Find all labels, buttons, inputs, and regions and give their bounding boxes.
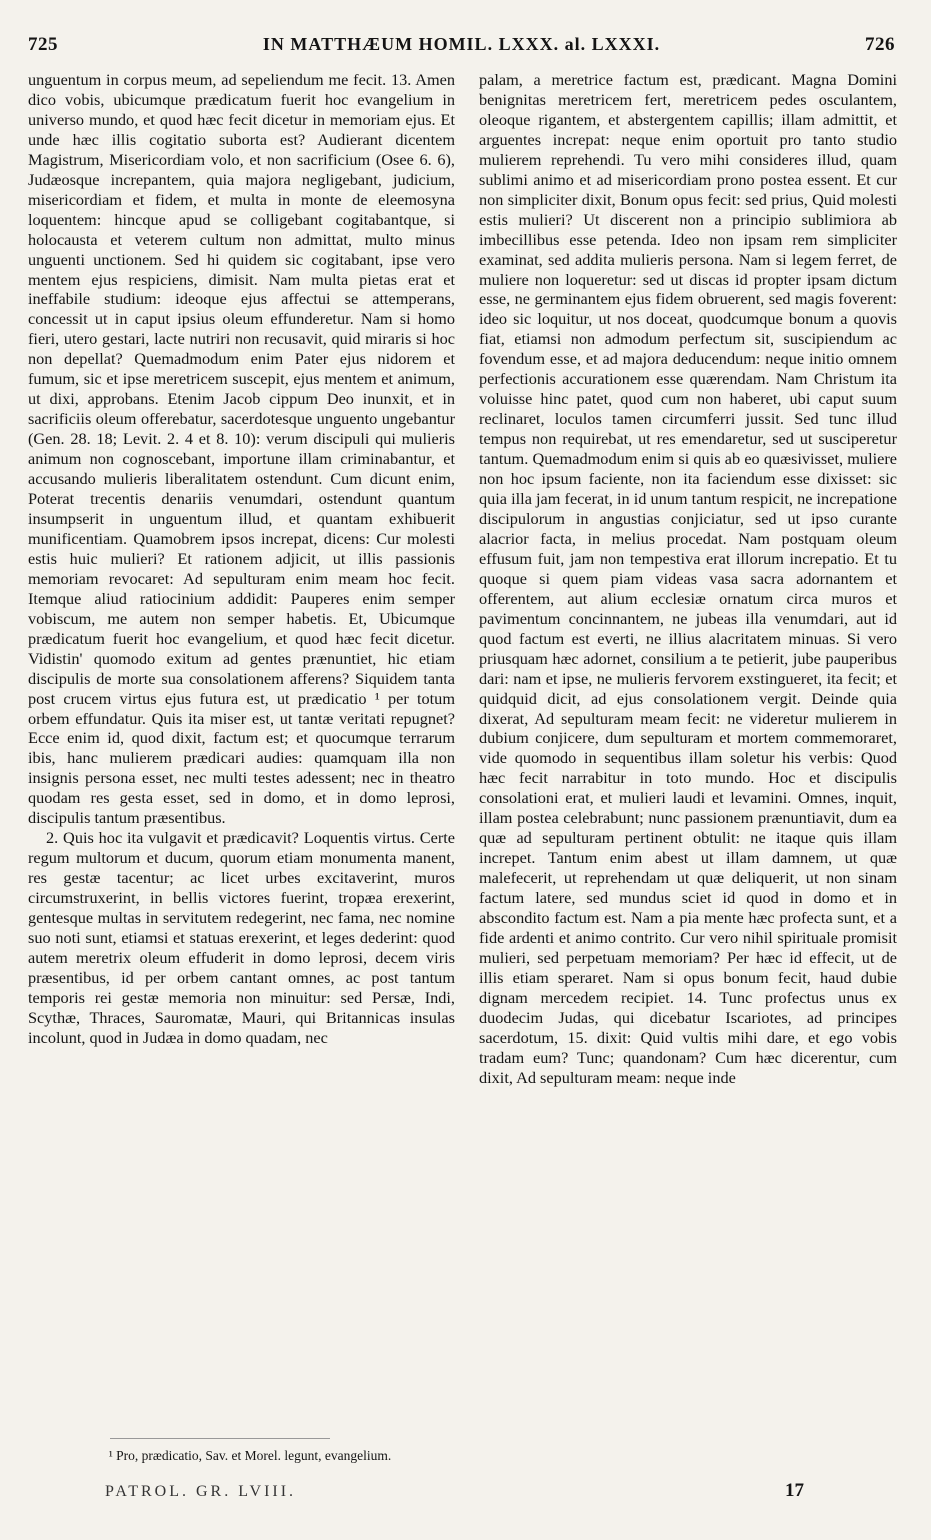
footnote: ¹ Pro, prædicatio, Sav. et Morel. legunt, evangelium.: [108, 1448, 392, 1463]
left-column: [28, 70, 455, 1048]
sheet-number: 17: [785, 1480, 804, 1501]
running-title: IN MATTHÆUM HOMIL. LXXX. al. LXXXI.: [262, 34, 661, 54]
paragraph: 2. Quis hoc ita vulgavit et prædicavit? Loquentis virtus. Certe regum multorum et ducum, quorum etiam monumenta manent, res gestæ tacentur; ac licet urbes excitaverint, muros circumstruxerint, in bellis victores fuerint, tropæa erexerint, gentesque multas in servitutem redegerint, nec fama, nec nomine suo noti sunt, etiamsi et statuas erexerint, et leges dederint: quod autem meretrix oleum effuderit in domo leprosi, decem viris præsentibus, id per orbem cantant omnes, ac post tantum temporis rei gestæ memoria non minuitur: sed Persæ, Indi, Scythæ, Thraces, Sauromatæ, Mauri, qui Britannicas insulas incolunt, quod in Judæa in domo quadam, nec: [28, 828, 455, 1047]
footnote-divider: [110, 1438, 330, 1439]
printer-signature: PATROL. GR. LVIII.: [105, 1483, 297, 1500]
left-page-number: 725: [28, 34, 58, 55]
paragraph: unguentum in corpus meum, ad sepeliendum me fecit. 13. Amen dico vobis, ubicumque prædicatum fuerit hoc evangelium in universo mundo, et quod hæc fecit dicetur in memoriam ejus. Et unde hæc illis cogitatio suborta est? Audierant dicentem Magistrum, Misericordiam volo, et non sacrificium (Osee 6. 6), Judæosque increpantem, quia majora negligebant, judicium, misericordiam et fidem, et multa in monte de eleemosyna loquentem: hincque apud se colligebant cogitabantque, si holocausta et veterem cultum non admittat, multo minus unguenti unctionem. Sed hi quidem sic cogitabant, ipse vero mentem ejus respiciens, dimisit. Nam multa pietas erat et ineffabile studium: ideoque ejus affectui se attemperans, concessit ut in caput ipsius oleum effunderetur. Nam si homo fieri, utero gestari, lacte nutriri non recusavit, quid miraris si hoc non depellat? Quemadmodum enim Pater ejus nidorem et fumum, sic et ipse meretricem suscepit, ejus mentem et animum, ut dixi, approbans. Etenim Jacob cippum Deo inunxit, et in sacrificiis oleum offerebatur, sacerdotesque unguento ungebantur (Gen. 28. 18; Levit. 2. 4 et 8. 10): verum discipuli qui mulieris animum non cognoscebant, importune illam criminabantur, et accusando mulieris liberalitatem ostendunt. Cum dicunt enim, Poterat trecentis denariis venumdari, ostendunt quantum insumpserit in unguentum illud, et quantam exhibuerit munificentiam. Quamobrem ipsos increpat, dicens: Cur molesti estis huic mulieri? Et rationem adjicit, ut illis passionis memoriam revocaret: Ad sepulturam enim meam hoc fecit. Itemque aliud ratiocinium addidit: Pauperes enim semper vobiscum, me autem non semper habetis. Et, Ubicumque prædicatum fuerit hoc evangelium, et quod hæc fecit dicetur. Vidistin' quomodo exitum ad gentes prænuntiet, hic etiam discipulis de morte sua consolationem afferens? Siquidem tanta post crucem virtus ejus futura est, ut prædicatio ¹ per totum orbem effundatur. Quis ita miser est, ut tantæ veritati repugnet? Ecce enim id, quod dixit, factum est; et quocumque terrarum ibis, hanc mulierem prædicari audies: quamquam illa non insignis persona esset, nec multi testes adessent; nec in theatro quodam res gesta esset, sed in domo, et in domo leprosi, discipulis tantum præsentibus.: [28, 70, 455, 828]
right-page-number: 726: [864, 34, 895, 55]
running-header: [28, 34, 895, 64]
paragraph: palam, a meretrice factum est, prædicant. Magna Domini benignitas meretricem fert, meretricem pedes osculantem, oleoque rigantem, et abstergentem capillis; illam admittit, et arguentes increpat: neque enim oportuit pro tanto studio mulierem reprehendi. Tu vero mihi consideres illud, quam sublimi animo et ad misericordiam prono postea essent. Et cur non simpliciter dixit, Bonum opus fecit: sed prius, Quid molesti estis mulieri? Ut discerent non a principio sublimiora ab imbecillibus esse petenda. Ideo non ipsam rem simpliciter examinat, sed addita mulieris persona. Nam si legem ferret, de muliere non loqueretur: sed ut discas id propter ipsam dictum esse, ne germinantem ejus fidem obruerent, sed magis foverent: ideo sic loquitur, ut nos doceat, quodcumque bonum a quovis fiat, etiamsi non admodum perfectum sit, suscipiendum ac fovendum esse, et ad majora deducendum: neque initio omnem perfectionis accurationem esse quærendam. Nam Christum ita voluisse hinc patet, quod cum non haberet, ubi caput suum reclinaret, loculos tamen circumferri jussit. Sed tunc illud tempus non requirebat, ut res emendaretur, sed ut susciperetur tantum. Quemadmodum enim si quis ab eo quæsivisset, muliere non hoc ipsum faciente, non ita faciendum esse dixisset: sic quia illa jam fecerat, in id unum tantum respicit, ne increpatione discipulorum in angustias conjiciatur, sed ut ipso curante alacrior facta, in melius procedat. Nam postquam oleum effusum fuit, jam non tempestiva erat illorum increpatio. Et tu quoque si quem piam videas vasa sacra adornantem et offerentem, aut alium ecclesiæ ornatum circa muros et pavimentum concinnantem, ne jubeas illa venumdari, aut id quod factum est everti, ne illius alacritatem minuas. Si vero priusquam hæc adornet, consilium a te petierit, jube pauperibus dari: nam et ipse, ne mulieris fervorem exstingueret, ita fecit; et quidquid dicit, ad ejus consolationem vergit. Deinde quia dixerat, Ad sepulturam meam fecit: ne videretur mulierem in dubium conjicere, dum sepulturam et mortem commemoraret, vide quomodo in sequentibus illam soletur his verbis: Quod hæc fecit narrabitur in toto mundo. Hoc et discipulis consolationi erat, et mulieri laudi et levamini. Omnes, inquit, illam postea celebrabunt; nunc passionem prænuntiavit, dum ea quæ ad sepulturam pertinent obtulit: ne itaque quis illam increpet. Tantum enim abest ut illam damnem, ut quæ malefecerit, ut reprehendam ut quæ deliquerit, ut non sinam factum latere, sed mundus sciet id quod in domo et in abscondito factum est. Nam a pia mente hæc profecta sunt, et a fide ardenti et animo contrito. Cur vero nihil spirituale promisit mulieri, sed perpetuam memoriam? Per hæc id effecit, ut de illis etiam speraret. Nam si opus bonum fecit, haud dubie dignam mercedem recipiet. 14. Tunc profectus unus ex duodecim Judas, qui dicebatur Iscariotes, ad principes sacerdotum, 15. dixit: Quid vultis mihi dare, et ego vobis tradam eum? Tunc; quandonam? Cum hæc dicerentur, cum dixit, Ad sepulturam meam: neque inde: [479, 70, 897, 1087]
right-column: [479, 70, 897, 1088]
